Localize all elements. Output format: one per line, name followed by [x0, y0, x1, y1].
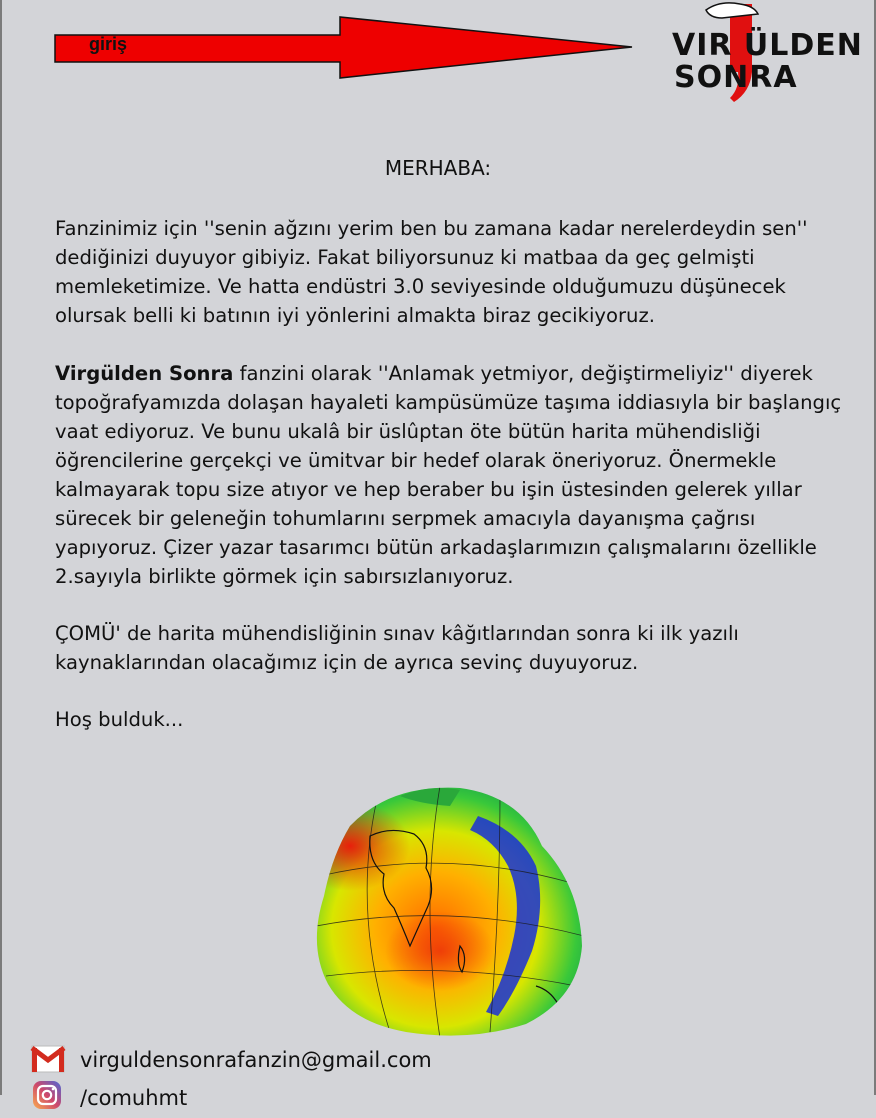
- logo-line1: VIR ÜLDEN: [672, 28, 863, 63]
- paragraph-comu: ÇOMÜ' de harita mühendisliğinin sınav kâğıtlarından sonra ki ilk yazılı kaynaklarından olacağımız için de ayrıca sevinç duyuyoruz.: [55, 622, 739, 674]
- email-address[interactable]: virguldensonrafanzin@gmail.com: [80, 1048, 432, 1072]
- greeting-heading: MERHABA:: [384, 156, 492, 180]
- instagram-handle[interactable]: /comuhmt: [80, 1086, 188, 1110]
- paragraph-mission-text: fanzini olarak ''Anlamak yetmiyor, değiştirmeliyiz'' diyerek topoğrafyamızda dolaşan hayaleti kampüsümüze taşıma iddiasıyla bir başlangıç vaat ediyoruz. Ve bunu ukalâ bir üslûptan öte bütün harita mühendisliği öğrencilerine gerçekçi ve ümitvar bir hedef olarak öneriyoruz. Önermekle kalmayarak topu size atıyor ve hep beraber bu işin üstesinden gelerek yıllar sürecek bir geleneğin tohumlarını serpmek amacıyla dayanışma çağrısı yapıyoruz. Çizer yazar tasarımcı bütün arkadaşlarımızın çalışmalarını özellikle 2.sayıyla birlikte görmek için sabırsızlanıyoruz.: [55, 362, 842, 588]
- logo-line2: SONRA: [674, 60, 798, 95]
- paragraph-mission: [55, 359, 845, 591]
- arrow-label: giriş: [89, 34, 128, 54]
- paragraph-closing: Hoş bulduk...: [55, 708, 184, 731]
- instagram-icon: [32, 1080, 62, 1110]
- paragraph-intro: Fanzinimiz için ''senin ağzını yerim ben bu zamana kadar nerelerdeydin sen'' dediğinizi duyuyor gibiyiz. Fakat biliyorsunuz ki matbaa da geç gelmişti memleketimize. Ve hatta endüstri 3.0 seviyesinde olduğumuzu düşünecek olursak belli ki batının iyi yönlerini almakta biraz gecikiyoruz.: [55, 217, 808, 327]
- logo: [662, 0, 876, 110]
- gmail-icon: [30, 1040, 66, 1076]
- geoid-globe-image: [310, 776, 588, 1040]
- brand-name: Virgülden Sonra: [55, 362, 234, 385]
